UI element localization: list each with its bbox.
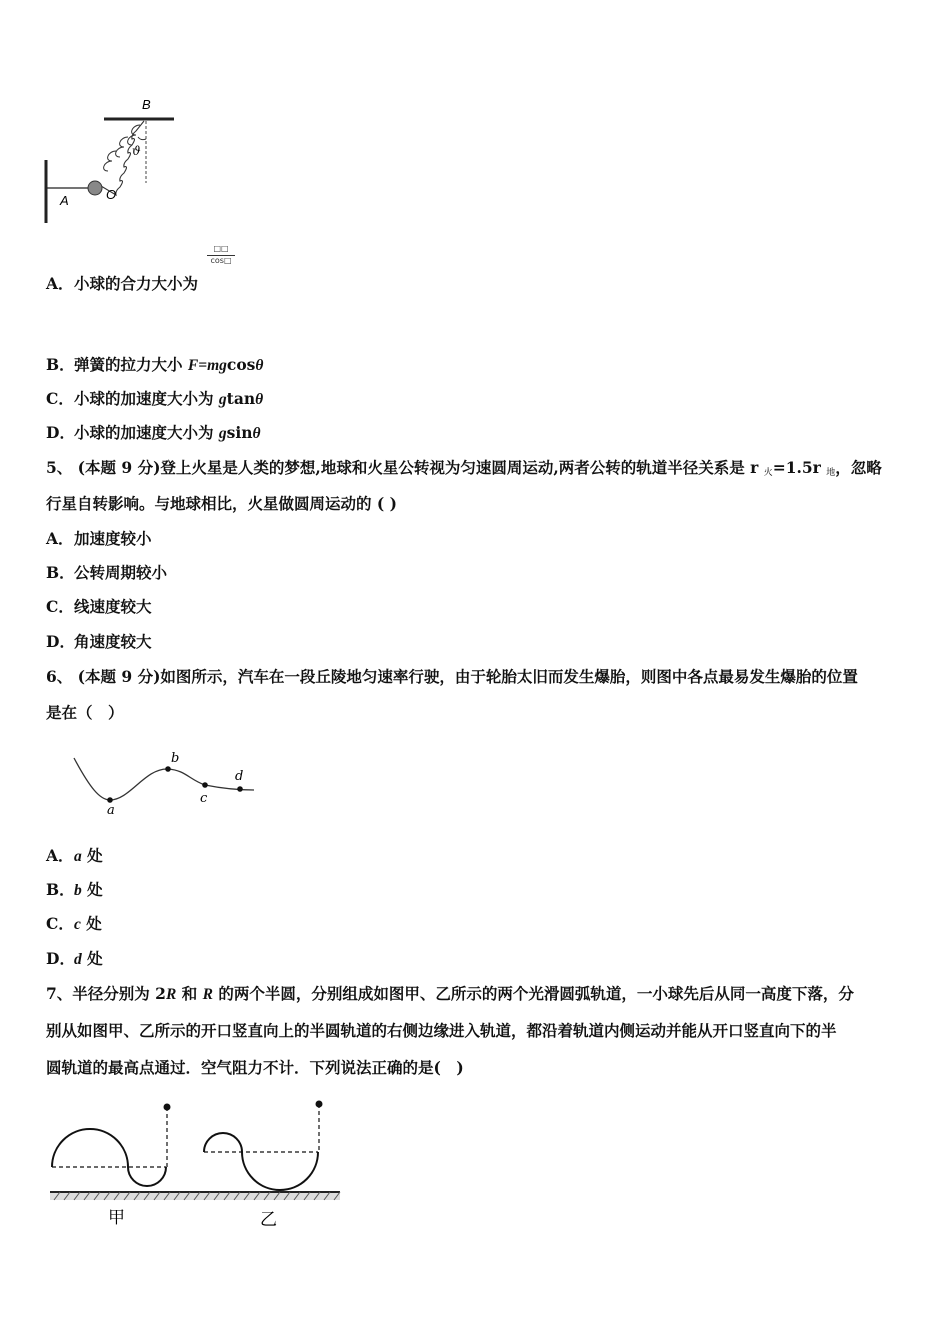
- jia-upper-semicircle: [52, 1129, 128, 1167]
- label-jia: 甲: [108, 1208, 125, 1228]
- q4-option-d: D．小球的加速度大小为 gsinθ: [46, 423, 261, 442]
- spring-coil: [96, 121, 144, 195]
- jia-lower-semicircle: [128, 1167, 166, 1186]
- q6-option-a: A．a 处: [46, 846, 103, 865]
- label-A: A: [60, 193, 69, 208]
- hilly-road-figure: [70, 748, 260, 823]
- fraction-formula: [207, 244, 235, 266]
- label-b: b: [171, 751, 180, 766]
- yi-ball: [316, 1101, 323, 1108]
- q6-option-b: B．b 处: [46, 880, 103, 899]
- q4-option-b: B．弹簧的拉力大小 F=mgcosθ: [46, 355, 264, 374]
- q5-stem-line2: 行星自转影响。与地球相比，火星做圆周运动的 ( ): [46, 494, 397, 513]
- point-c: [202, 782, 208, 788]
- q5-option-b: B．公转周期较小: [46, 563, 168, 582]
- label-d: d: [235, 769, 244, 784]
- label-O: O: [106, 187, 117, 202]
- yi-lower-semicircle: [242, 1152, 318, 1190]
- q6-stem-line2: 是在（ ）: [46, 703, 124, 722]
- label-theta: ϑ: [132, 144, 141, 158]
- q5-option-d: D．角速度较大: [46, 632, 152, 651]
- angle-arc: [138, 137, 146, 140]
- label-B: B: [142, 97, 151, 112]
- q6-stem-line1: 6、 (本题 9 分)如图所示，汽车在一段丘陵地匀速率行驶，由于轮胎太旧而发生爆胎，则图中各点最易发生爆胎的位置: [46, 667, 858, 686]
- fraction-denominator: cos□: [210, 256, 232, 265]
- q5-option-a: A．加速度较小: [46, 529, 152, 548]
- jia-ball: [164, 1104, 171, 1111]
- label-a: a: [107, 803, 115, 818]
- label-c: c: [200, 791, 208, 806]
- q6-option-c: C．c 处: [46, 914, 102, 933]
- q5-stem-line1: 5、 (本题 9 分)登上火星是人类的梦想,地球和火星公转视为匀速圆周运动,两者公转的轨道半径关系是 r $_火$=1.5r $_地$，忽略: [46, 458, 882, 478]
- q7-stem-line3: 圆轨道的最高点通过．空气阻力不计．下列说法正确的是( ): [46, 1058, 464, 1077]
- point-b: [165, 766, 171, 772]
- semicircle-tracks-figure: [46, 1095, 346, 1235]
- q6-option-d: D．d 处: [46, 949, 103, 968]
- spring-ball-figure: [40, 95, 190, 230]
- road-curve: [74, 758, 254, 800]
- q4-option-a: A．小球的合力大小为: [46, 274, 199, 293]
- fraction-numerator: □□: [207, 244, 235, 256]
- label-yi: 乙: [260, 1210, 277, 1230]
- point-a: [107, 797, 113, 803]
- q7-stem-line1: 7、半径分别为 2R 和 R 的两个半圆，分别组成如图甲、乙所示的两个光滑圆弧轨道，一小球先后从同一高度下落，分: [46, 984, 854, 1003]
- q4-option-c: C．小球的加速度大小为 gtanθ: [46, 389, 264, 408]
- q7-stem-line2: 别从如图甲、乙所示的开口竖直向上的半圆轨道的右侧边缘进入轨道，都沿着轨道内侧运动并能从开口竖直向下的半: [46, 1021, 837, 1040]
- point-d: [237, 786, 243, 792]
- ball-O: [88, 181, 102, 195]
- yi-upper-semicircle: [204, 1133, 242, 1152]
- q5-option-c: C．线速度较大: [46, 597, 152, 616]
